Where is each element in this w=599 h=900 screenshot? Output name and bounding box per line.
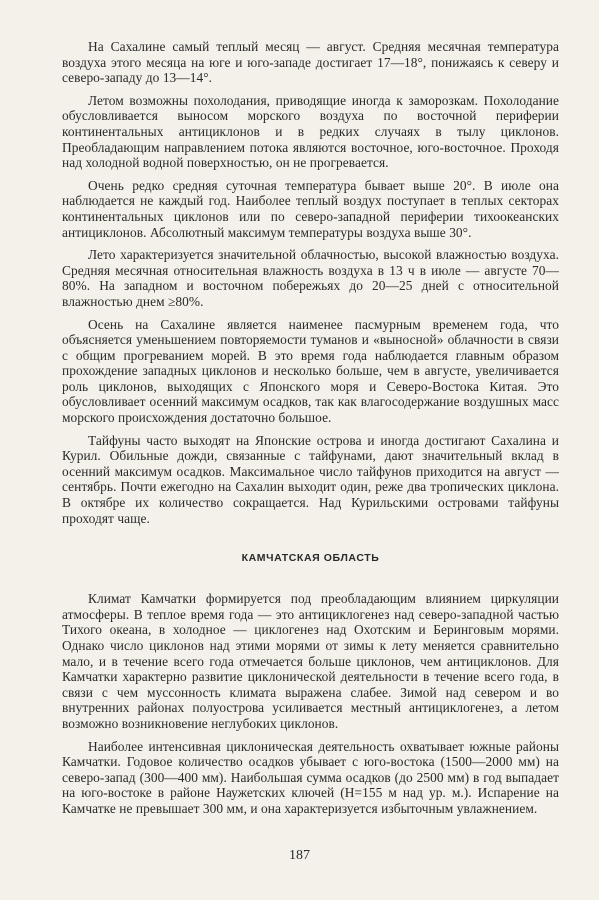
paragraph: Тайфуны часто выходят на Японские острова и иногда достигают Сахалина и Курил. Обильные дожди, связанные с тайфунами, дают значительный вклад в осенний максимум осадков. Максимальное число тайфунов приходится на август — сентябрь. Почти ежегодно на Сахалин выходит один, реже два тропических циклона. В октябре их количество сокращается. Над Курильскими островами тайфуны проходят чаще. [62, 432, 559, 526]
paragraph: На Сахалине самый теплый месяц — август. Средняя месячная температура воздуха этого месяца на юге и юго-западе достигает 17—18°, понижаясь к северу и северо-западу до 13—14°. [62, 39, 559, 86]
paragraph: Осень на Сахалине является наименее пасмурным временем года, что объясняется уменьшением повторяемости туманов и «выносной» облачности в связи с общим прогреванием морей. В это время года наблюдается главным образом прохождение западных циклонов и несколько больше, чем в августе, увеличивается роль циклонов, выходящих с Японского моря и Северо-Востока Китая. Это обусловливает осенний максимум осадков, так как влагосодержание воздушных масс морского происхождения достаточно большое. [62, 316, 559, 426]
section-heading: КАМЧАТСКАЯ ОБЛАСТЬ [241, 552, 380, 565]
paragraph: Летом возможны похолодания, приводящие иногда к заморозкам. Похолодание обусловливается выносом морского воздуха по восточной периферии континентальных антициклонов и в редких случаях в тылу циклонов. Преобладающим направлением потока являются восточное, юго-восточное. Проходя над холодной водной поверхностью, он не прогревается. [62, 92, 559, 171]
paragraph: Очень редко средняя суточная температура бывает выше 20°. В июле она наблюдается не каждый год. Наиболее теплый воздух поступает в теплых секторах континентальных циклонов или по северо-западной периферии тихоокеанских антициклонов. Абсолютный максимум температуры воздуха выше 30°. [62, 177, 559, 240]
page-number: 187 [289, 848, 310, 863]
paragraph: Наиболее интенсивная циклоническая деятельность охватывает южные районы Камчатки. Годовое количество осадков убывает с юго-востока (1500—2000 мм) на северо-запад (300—400 мм). Наибольшая сумма осадков (до 2500 мм) в год выпадает на юго-востоке в районе Наужетских ключей (H=155 м над ур. м.). Испарение на Камчатке не превышает 300 мм, и она характеризуется избыточным увлажнением. [62, 738, 559, 816]
paragraph: Лето характеризуется значительной облачностью, высокой влажностью воздуха. Средняя месячная относительная влажность воздуха в 13 ч в июле — августе 70—80%. На западном и восточном побережьях до 20—25 дней с относительной влажностью днем ≥80%. [62, 247, 559, 309]
page-body [62, 39, 559, 824]
paragraph: Климат Камчатки формируется под преобладающим влиянием циркуляции атмосферы. В теплое время года — это антициклогенез над северо-западной частью Тихого океана, в холодное — циклогенез над Охотским и Беринговым морями. Однако число циклонов над этими морями от зимы к лету меняется сравнительно мало, и в течение всего года отмечается больше циклонов, чем антициклонов. Для Камчатки характерно развитие циклонической деятельности в течение всего года, в связи с чем муссонность климата выражена слабее. Зимой над севером и во внутренних районах полуострова усиливается местный антициклогенез, а летом возможно возникновение неглубоких циклонов. [62, 591, 559, 731]
